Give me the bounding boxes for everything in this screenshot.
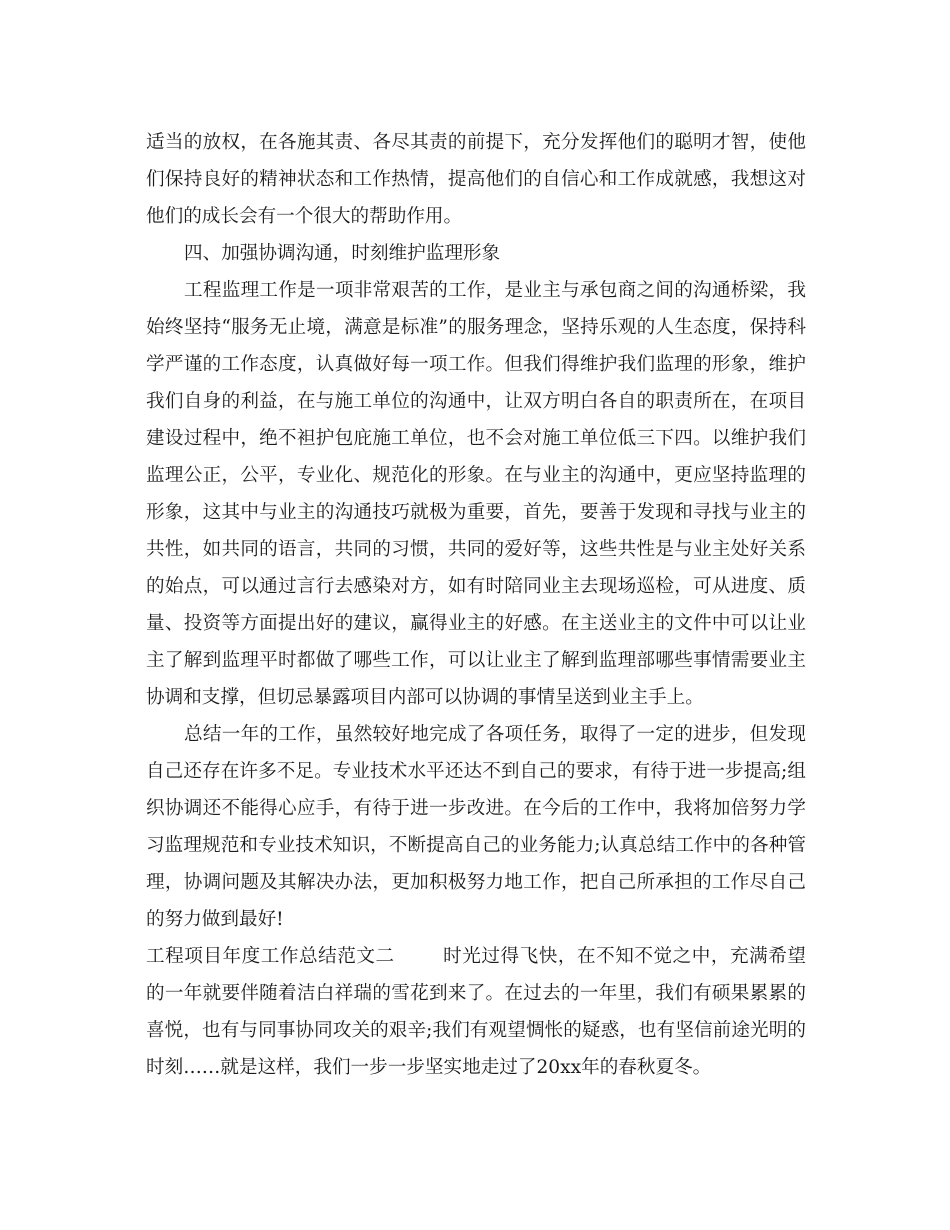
paragraph-continuation: 适当的放权，在各施其责、各尽其责的前提下，充分发挥他们的聪明才智，使他们保持良好的精神状态和工作热情，提高他们的自信心和工作成就感，我想这对他们的成长会有一个很大的帮助作用。 [146, 132, 806, 227]
paragraph-communication: 工程监理工作是一项非常艰苦的工作，是业主与承包商之间的沟通桥梁，我始终坚持“服务无止境，满意是标准”的服务理念，坚持乐观的人生态度，保持科学严谨的工作态度，认真做好每一项工作。但我们得维护我们监理的形象，维护我们自身的利益，在与施工单位的沟通中，让双方明白各自的职责所在，在项目建设过程中，绝不袒护包庇施工单位，也不会对施工单位低三下四。以维护我们监理公正，公平，专业化、规范化的形象。在与业主的沟通中，更应坚持监理的形象，这其中与业主的沟通技巧就极为重要，首先，要善于发现和寻找与业主的共性，如共同的语言，共同的习惯，共同的爱好等，这些共性是与业主处好关系的始点，可以通过言行去感染对方，如有时陪同业主去现场巡检，可从进度、质量、投资等方面提出好的建议，赢得业主的好感。在主送业主的文件中可以让业主了解到监理平时都做了哪些工作，可以让业主了解到监理部哪些事情需要业主协调和支撑，但切忌暴露项目内部可以协调的事情呈送到业主手上。 [146, 280, 806, 708]
document-body [146, 124, 806, 1086]
section-heading-4: 四、加强协调沟通，时刻维护监理形象 [184, 243, 501, 264]
second-article-title: 工程项目年度工作总结范文二 [146, 946, 395, 967]
paragraph-summary: 总结一年的工作，虽然较好地完成了各项任务，取得了一定的进步，但发现自己还存在许多不足。专业技术水平还达不到自己的要求，有待于进一步提高;组织协调还不能得心应手，有待于进一步改进。在今后的工作中，我将加倍努力学习监理规范和专业技术知识，不断提高自己的业务能力;认真总结工作中的各种管理，协调问题及其解决办法，更加积极努力地工作，把自己所承担的工作尽自己的努力做到最好! [146, 724, 806, 930]
second-article-text: 时光过得飞快，在不知不觉之中，充满希望的一年就要伴随着洁白祥瑞的雪花到来了。在过去的一年里，我们有硕果累累的喜悦，也有与同事协同攻关的艰辛;我们有观望惆怅的疑惑，也有坚信前途光明的时刻……就是这样，我们一步一步坚实地走过了20xx年的春秋夏冬。 [146, 946, 806, 1078]
paragraph-second-article [146, 938, 806, 1086]
